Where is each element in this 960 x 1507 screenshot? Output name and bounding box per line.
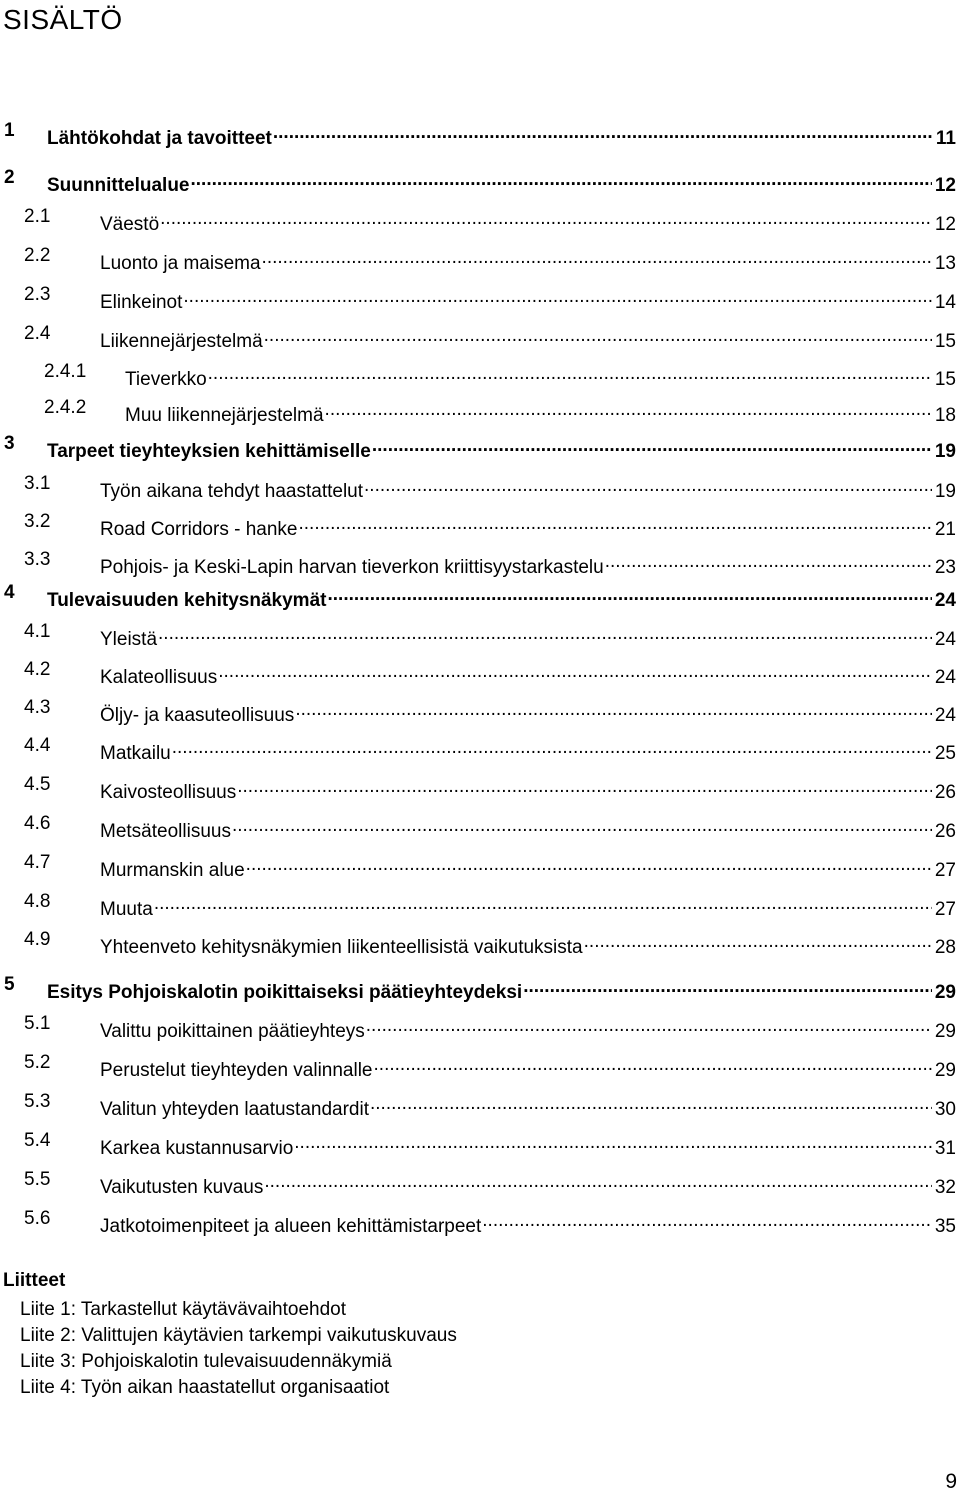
toc-entry[interactable] bbox=[0, 321, 960, 352]
toc-entry-title: Perustelut tieyhteyden valinnalle bbox=[100, 1060, 373, 1081]
toc-entry[interactable] bbox=[0, 282, 960, 313]
toc-leader-dots bbox=[298, 509, 931, 535]
toc-entry[interactable] bbox=[0, 165, 960, 196]
toc-leader-dots bbox=[208, 359, 932, 385]
toc-leader-dots bbox=[523, 972, 932, 998]
toc-leader-dots bbox=[172, 733, 932, 759]
toc-leader-dots bbox=[264, 1167, 932, 1193]
toc-entry-page: 23 bbox=[934, 557, 956, 578]
toc-entry-title: Tarpeet tieyhteyksien kehittämiselle bbox=[47, 441, 371, 462]
toc-leader-dots bbox=[294, 1128, 932, 1154]
toc-entry-title: Yleistä bbox=[100, 629, 158, 650]
toc-entry-page: 25 bbox=[934, 743, 956, 764]
toc-leader-dots bbox=[262, 243, 932, 269]
toc-entry-number: 4.1 bbox=[24, 621, 51, 642]
toc-entry-number: 4.4 bbox=[24, 735, 51, 756]
toc-entry-page: 15 bbox=[934, 369, 956, 390]
toc-entry-title: Valitun yhteyden laatustandardit bbox=[100, 1099, 369, 1120]
toc-leader-dots bbox=[191, 165, 932, 191]
toc-entry[interactable] bbox=[0, 118, 960, 149]
toc-entry-number: 4.8 bbox=[24, 891, 51, 912]
toc-entry-page: 21 bbox=[934, 519, 956, 540]
toc-entry-number: 2 bbox=[4, 167, 15, 188]
toc-entry-page: 26 bbox=[934, 782, 956, 803]
attachment-item: Liite 3: Pohjoiskalotin tulevaisuudennäkymiä bbox=[20, 1351, 392, 1372]
toc-entry-number: 5.1 bbox=[24, 1013, 51, 1034]
toc-entry-title: Jatkotoimenpiteet ja alueen kehittämistarpeet bbox=[100, 1216, 482, 1237]
toc-entry-title: Liikennejärjestelmä bbox=[100, 331, 263, 352]
toc-entry-page: 29 bbox=[934, 1021, 956, 1042]
toc-entry-title: Öljy- ja kaasuteollisuus bbox=[100, 705, 295, 726]
toc-entry-page: 35 bbox=[934, 1216, 956, 1237]
toc-entry-number: 3.3 bbox=[24, 549, 51, 570]
toc-leader-dots bbox=[232, 811, 932, 837]
toc-entry[interactable] bbox=[0, 619, 960, 650]
toc-leader-dots bbox=[327, 580, 931, 606]
toc-entry[interactable] bbox=[0, 1089, 960, 1120]
toc-leader-dots bbox=[370, 1089, 932, 1115]
toc-entry-title: Elinkeinot bbox=[100, 292, 183, 313]
toc-entry-title: Lähtökohdat ja tavoitteet bbox=[47, 128, 272, 149]
toc-entry[interactable] bbox=[0, 772, 960, 803]
toc-entry-title: Metsäteollisuus bbox=[100, 821, 231, 842]
toc-entry[interactable] bbox=[0, 927, 960, 958]
toc-entry-number: 2.1 bbox=[24, 206, 51, 227]
toc-entry-number: 5.2 bbox=[24, 1052, 51, 1073]
toc-entry-page: 24 bbox=[934, 629, 956, 650]
attachment-item: Liite 4: Työn aikan haastatellut organisaatiot bbox=[20, 1377, 390, 1398]
toc-leader-dots bbox=[325, 395, 932, 421]
toc-leader-dots bbox=[374, 1050, 932, 1076]
toc-leader-dots bbox=[366, 1011, 932, 1037]
toc-entry-title: Suunnittelualue bbox=[47, 175, 190, 196]
attachment-item: Liite 2: Valittujen käytävien tarkempi vaikutuskuvaus bbox=[20, 1325, 457, 1346]
toc-entry[interactable] bbox=[0, 811, 960, 842]
toc-entry-title: Road Corridors - hanke bbox=[100, 519, 298, 540]
toc-entry[interactable] bbox=[0, 1050, 960, 1081]
toc-entry[interactable] bbox=[0, 1167, 960, 1198]
toc-leader-dots bbox=[158, 619, 932, 645]
toc-entry-page: 14 bbox=[934, 292, 956, 313]
toc-entry-page: 24 bbox=[934, 590, 956, 611]
toc-entry-title: Vaikutusten kuvaus bbox=[100, 1177, 264, 1198]
toc-entry[interactable] bbox=[0, 359, 960, 390]
toc-entry-title: Esitys Pohjoiskalotin poikittaiseksi päätieyhteydeksi bbox=[47, 982, 523, 1003]
toc-entry-number: 4.7 bbox=[24, 852, 51, 873]
toc-entry-number: 5 bbox=[4, 974, 15, 995]
toc-leader-dots bbox=[218, 657, 932, 683]
toc-leader-dots bbox=[584, 927, 932, 953]
toc-entry-page: 27 bbox=[934, 860, 956, 881]
toc-entry-page: 18 bbox=[934, 405, 956, 426]
toc-entry-number: 2.4.2 bbox=[44, 397, 87, 418]
toc-entry-page: 11 bbox=[935, 128, 956, 149]
toc-entry-page: 13 bbox=[934, 253, 956, 274]
toc-entry-number: 1 bbox=[4, 120, 15, 141]
toc-entry-number: 4.5 bbox=[24, 774, 51, 795]
toc-leader-dots bbox=[273, 118, 933, 144]
toc-entry-number: 2.3 bbox=[24, 284, 51, 305]
toc-entry-page: 29 bbox=[934, 1060, 956, 1081]
toc-entry[interactable] bbox=[0, 431, 960, 462]
toc-entry[interactable] bbox=[0, 972, 960, 1003]
toc-leader-dots bbox=[482, 1206, 932, 1232]
toc-entry-number: 3 bbox=[4, 433, 15, 454]
toc-leader-dots bbox=[605, 547, 932, 573]
toc-entry-number: 4 bbox=[4, 582, 15, 603]
toc-entry-number: 5.5 bbox=[24, 1169, 51, 1190]
toc-entry-page: 19 bbox=[934, 481, 956, 502]
attachment-item: Liite 1: Tarkastellut käytävävaihtoehdot bbox=[20, 1299, 347, 1320]
toc-entry[interactable] bbox=[0, 243, 960, 274]
toc-entry-title: Karkea kustannusarvio bbox=[100, 1138, 294, 1159]
toc-leader-dots bbox=[160, 204, 932, 230]
toc-entry-title: Valittu poikittainen päätieyhteys bbox=[100, 1021, 365, 1042]
toc-entry[interactable] bbox=[0, 580, 960, 611]
toc-entry-page: 28 bbox=[934, 937, 956, 958]
toc-entry-page: 15 bbox=[934, 331, 956, 352]
toc-leader-dots bbox=[154, 889, 932, 915]
toc-entry-title: Muuta bbox=[100, 899, 153, 920]
toc-entry-title: Tulevaisuuden kehitysnäkymät bbox=[47, 590, 327, 611]
toc-entry-title: Luonto ja maisema bbox=[100, 253, 261, 274]
toc-entry-page: 31 bbox=[934, 1138, 956, 1159]
toc-entry-title: Väestö bbox=[100, 214, 160, 235]
toc-entry-title: Kalateollisuus bbox=[100, 667, 218, 688]
toc-entry-page: 19 bbox=[934, 441, 956, 462]
toc-entry-number: 2.4.1 bbox=[44, 361, 87, 382]
page-number: 9 bbox=[945, 1470, 957, 1493]
toc-entry[interactable] bbox=[0, 547, 960, 578]
toc-leader-dots bbox=[372, 431, 932, 457]
page-title: SISÄLTÖ bbox=[3, 4, 123, 35]
toc-entry-title: Tieverkko bbox=[125, 369, 207, 390]
toc-entry-page: 27 bbox=[934, 899, 956, 920]
toc-entry[interactable] bbox=[0, 204, 960, 235]
toc-entry[interactable] bbox=[0, 1206, 960, 1237]
toc-entry-page: 12 bbox=[934, 214, 956, 235]
toc-leader-dots bbox=[295, 695, 932, 721]
toc-entry[interactable] bbox=[0, 1011, 960, 1042]
toc-entry-title: Työn aikana tehdyt haastattelut bbox=[100, 481, 364, 502]
toc-entry-number: 4.2 bbox=[24, 659, 51, 680]
toc-entry-title: Muu liikennejärjestelmä bbox=[125, 405, 324, 426]
toc-leader-dots bbox=[364, 471, 932, 497]
toc-entry[interactable] bbox=[0, 889, 960, 920]
toc-entry-number: 2.4 bbox=[24, 323, 51, 344]
toc-entry[interactable] bbox=[0, 695, 960, 726]
toc-entry[interactable] bbox=[0, 509, 960, 540]
toc-leader-dots bbox=[183, 282, 931, 308]
toc-entry[interactable] bbox=[0, 850, 960, 881]
toc-entry-page: 24 bbox=[934, 667, 956, 688]
toc-entry-title: Pohjois- ja Keski-Lapin harvan tieverkon kriittisyystarkastelu bbox=[100, 557, 604, 578]
toc-entry-number: 4.9 bbox=[24, 929, 51, 950]
toc-entry-number: 3.2 bbox=[24, 511, 51, 532]
toc-entry-title: Kaivosteollisuus bbox=[100, 782, 237, 803]
toc-entry-title: Yhteenveto kehitysnäkymien liikenteellisistä vaikutuksista bbox=[100, 937, 583, 958]
toc-entry-number: 5.4 bbox=[24, 1130, 51, 1151]
toc-entry-number: 4.6 bbox=[24, 813, 51, 834]
toc-entry-number: 4.3 bbox=[24, 697, 51, 718]
toc-entry[interactable] bbox=[0, 733, 960, 764]
toc-entry[interactable] bbox=[0, 471, 960, 502]
toc-entry-number: 5.3 bbox=[24, 1091, 51, 1112]
toc-entry[interactable] bbox=[0, 1128, 960, 1159]
toc-entry-page: 12 bbox=[934, 175, 956, 196]
toc-entry[interactable] bbox=[0, 395, 960, 426]
toc-entry-title: Murmanskin alue bbox=[100, 860, 245, 881]
toc-leader-dots bbox=[237, 772, 932, 798]
toc-entry-title: Matkailu bbox=[100, 743, 171, 764]
toc-entry-page: 26 bbox=[934, 821, 956, 842]
attachments-list bbox=[20, 1297, 457, 1401]
attachments-title: Liitteet bbox=[3, 1270, 66, 1291]
toc-entry[interactable] bbox=[0, 657, 960, 688]
toc-entry-number: 2.2 bbox=[24, 245, 51, 266]
toc-entry-page: 30 bbox=[934, 1099, 956, 1120]
toc-entry-page: 29 bbox=[934, 982, 956, 1003]
toc-leader-dots bbox=[246, 850, 932, 876]
toc-entry-number: 3.1 bbox=[24, 473, 51, 494]
toc-entry-page: 24 bbox=[934, 705, 956, 726]
toc-entry-page: 32 bbox=[934, 1177, 956, 1198]
toc-leader-dots bbox=[264, 321, 932, 347]
toc-entry-number: 5.6 bbox=[24, 1208, 51, 1229]
